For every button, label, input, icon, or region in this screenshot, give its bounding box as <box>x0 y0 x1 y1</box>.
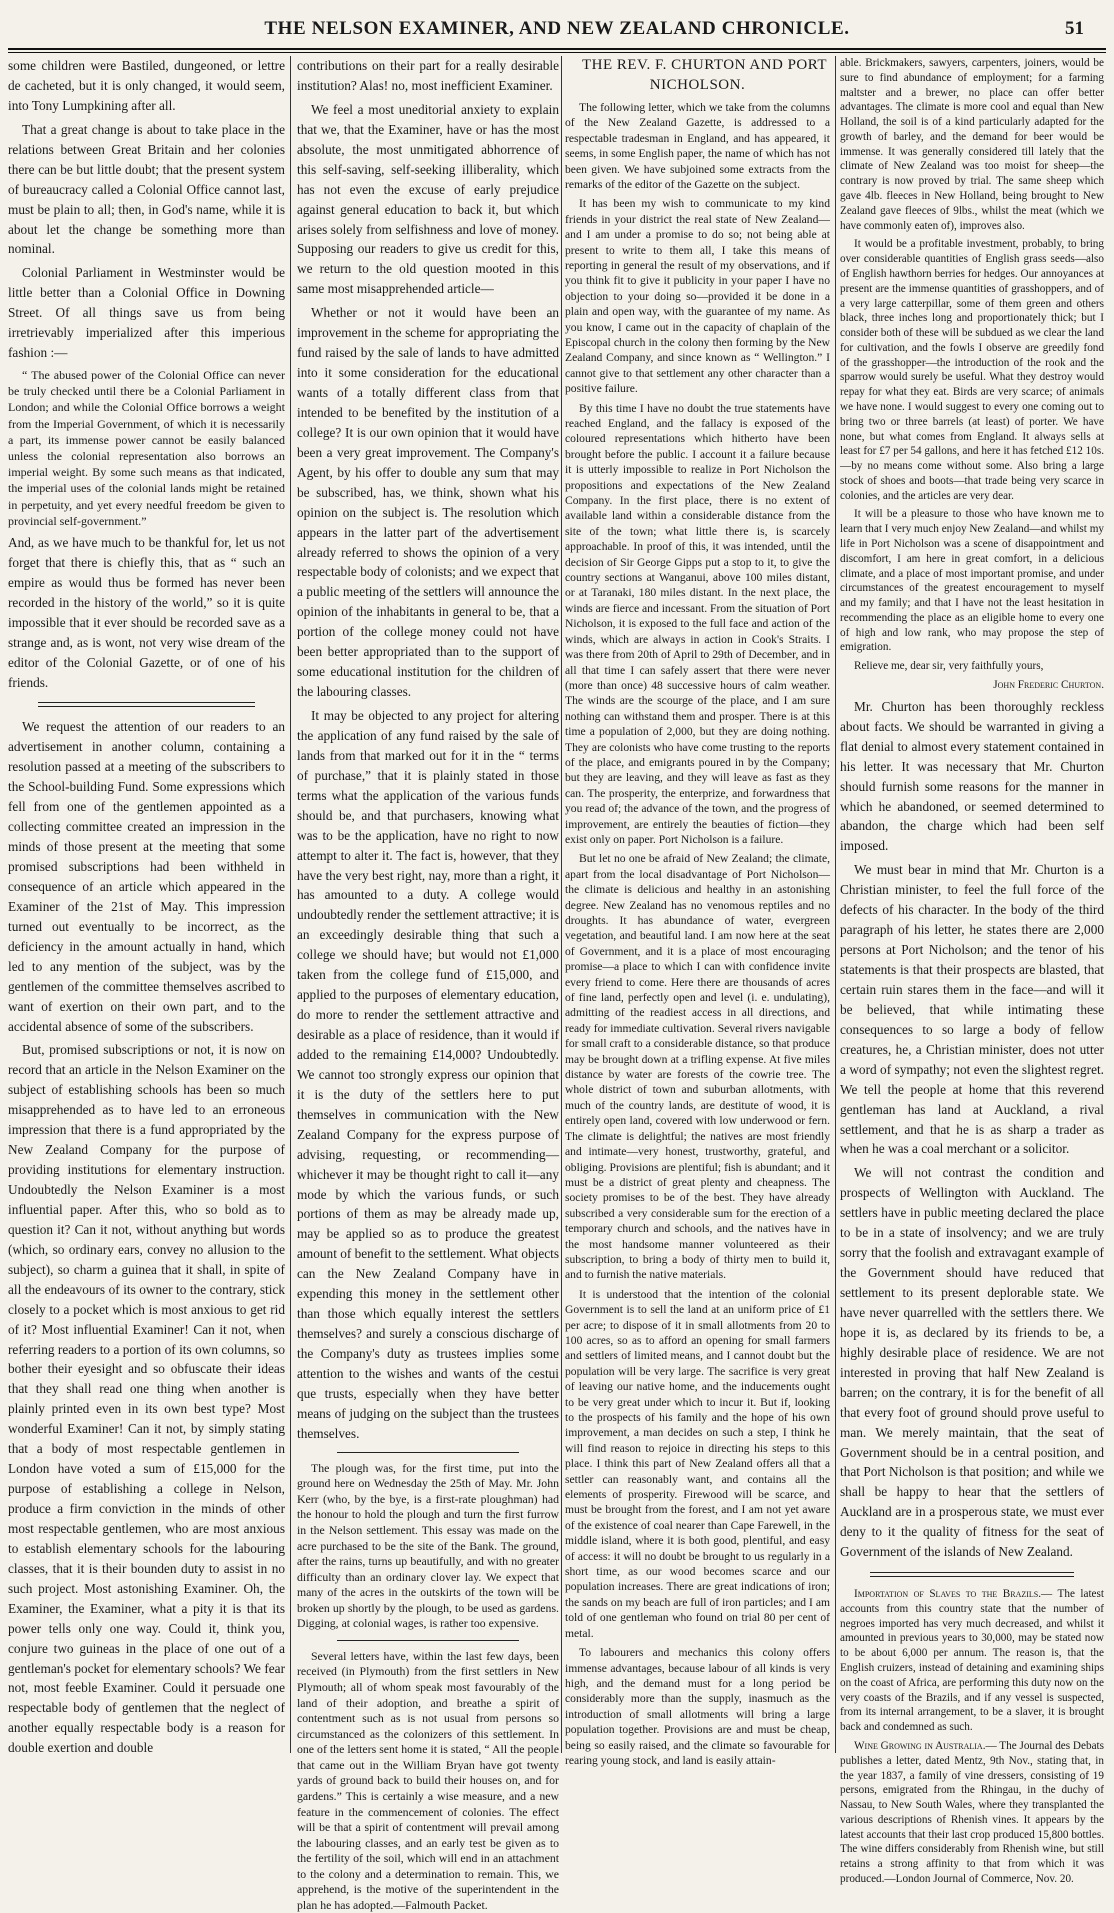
news-item-lead: Wine Growing in Australia.— <box>854 1739 997 1752</box>
paragraph: Whether or not it would have been an improvement in the scheme for appropriating the fund raised by the sale of lands to have admitted into it some consideration for the educational wants of a totally different class from that intended to be benefited by the institution of a college? It is our own opinion that it would have been a very great improvement. The Company's Agent, by his offer to double any sum that may be subscribed, has, we think, shown what his opinion on the subject is. The resolution which appears in the latter part of the advertisement already referred to shows the opinion of a very respectable body of colonists; and we expect that a public meeting of the settlers will announce the opinion of the inhabitants in general to be, that a portion of the college money could not have been better appropriated than to the support of some educational institution for the children of the labouring classes. <box>297 305 559 700</box>
paragraph: But let no one be afraid of New Zealand; the climate, apart from the local disadvantage of Port Nicholson—the climate is delicious and healthy in an astonishing degree. New Zealand has no venomous reptiles and no droughts. It has abundance of water, evergreen vegetation, and beautiful land. I am now here at the seat of Government, and it is a place of most encouraging promise—a place to which I can with confidence invite every friend to come. Here there are thousands of acres of fine land, perfectly open and level (i. e. undulating), admitting of the readiest access in all directions, and ready for immediate cultivation. Several rivers navigable for small craft to a considerable distance, so that produce may be brought down at a trifling expense. At five miles distance by water are forests of the cowrie tree. The whole district of town and suburban allotments, with much of the country lands, are destitute of wood, it is entirely open land, covered with low underwood or fern. The climate is delightful; the natives are most friendly and intimate—very honest, trustworthy, grateful, and obliging. Provisions are plentiful; fish is abundant; and it must be a district of great plenty and cheapness. The society promises to be of the best. They have already subscribed a very considerable sum for the erection of a temporary church and schools, and the natives have in the most handsome manner volunteered as their subscription, to bring a body of thirty men to build it, and to furnish the native materials. <box>565 852 830 1282</box>
paragraph: contributions on their part for a really desirable institution? Alas! no, most inefficient Examiner. <box>297 58 559 93</box>
news-item-lead: Importation of Slaves to the Brazils.— <box>854 1588 1053 1601</box>
newspaper-title: THE NELSON EXAMINER, AND NEW ZEALAND CHRONICLE. <box>264 18 850 39</box>
paragraph: It may be objected to any project for altering the application of any fund raised by the sale of lands from that marked out for it in the “ terms of purchase,” that it is plainly stated in those terms what the application of the various funds should be, and that purchasers, knowing what was to be the application, have no right to now attempt to alter it. The fact is, however, that they have the very best right, nay, more than a right, it has amounted to a duty. A college would undoubtedly render the settlement attractive; it is an exceedingly desirable thing that such a college we should have; but would not £1,000 taken from the college fund of £15,000, and applied to the purposes of elementary education, do more to render the settlement attractive and desirable as a place of residence, than it would if added to the remaining £14,000? Undoubtedly. We cannot too strongly express our opinion that it is the duty of the settlers here to put themselves in communication with the New Zealand Company for the express purpose of advising, requesting, or recommending—whichever it may be thought right to call it—any mode by which the various funds, or such portions of them as may be already made up, may be applied so as to produce the greatest amount of benefit to the settlement. What objects can the New Zealand Company have in expending this money in the settlement other than those which equally interest the settlers themselves? and surely a conscious discharge of the Company's duty as trustees implies some attention to the wishes and wants of the cestui que trusts, especially when they have better means of judging on the subject than the trustees themselves. <box>297 708 559 1441</box>
column-1 <box>8 56 285 1756</box>
paragraph: Colonial Parliament in Westminster would be little better than a Colonial Office in Downing Street. Of all things save us from being irretrievably imperialized after this imperious fashion :— <box>8 265 285 361</box>
paragraph: It will be a pleasure to those who have known me to learn that I very much enjoy New Zealand—and whilst my life in Port Nicholson was a scene of disappointment and discomfort, I am here in great comfort, in a delicious climate, and a place of most important promise, and under circumstances of the greatest encouragement to myself and my family; and that I have not the least hesitation in recommending the place as an eligible home to every one of high and low rank, who may propose the step of emigration. <box>840 508 1104 654</box>
paragraph: able. Brickmakers, sawyers, carpenters, joiners, would be sure to find abundance of employment; for a farming maltster and a brewer, no place can offer better advantages. The climate is more cool and equal than New Holland, the soil is of a kind particularly adapted for the growth of barley, and the demand for beer would be immense. It was generally considered till lately that the climate of New Zealand was too moist for sheep—the contrary is now proved by trial. The same sheep which gave 4lb. fleeces in New Holland, being brought to New Zealand gave fleeces of 9lbs., whilst the meat (which we have commonly eaten of), improves also. <box>840 57 1104 232</box>
paragraph: The following letter, which we take from the columns of the New Zealand Gazette, is addressed to a respectable tradesman in England, and has appeared, it seems, in some English paper, the name of which has not been given. We have subjoined some extracts from the remarks of the editor of the Gazette on the subject. <box>565 100 830 191</box>
paragraph: It would be a profitable investment, probably, to bring over considerable quantities of English grass seeds—also of English hawthorn berries for hedges. Our annoyances at present are the immense quantities of grasshoppers, and of a very large catterpillar, some of them green and others black, three inches long and proportionately thick; but I consider both of these will be subdued as we clear the land for cultivation, and the fowls I observe are greedily fond of the grasshopper—the introduction of the rook and the sparrow would surely be useful. What they destroy would repay for what they eat. Birds are very scarce; of animals we have none. I would suggest to every one coming out to bring two or three barrels (at least) of porter. We have none, but what comes from England. It always sells at least for £7 per 54 gallons, and here it has fetched £12 10s.—by no means come without some. Also bring a large stock of shoes and boots—that trade being very scarce in colonies, and the articles are very dear. <box>840 238 1104 502</box>
masthead-rule-thin <box>8 52 1106 53</box>
paragraph: Relieve me, dear sir, very faithfully yours, <box>854 660 1044 673</box>
paragraph: We request the attention of our readers to an advertisement in another column, containing a resolution passed at a meeting of the subscribers to the School-building Fund. Some expressions which fell from one of the gentlemen appointed as a collecting committee created an impression in the minds of those present at the meeting that some promised subscriptions had been withheld in consequence of an article which appeared in the Examiner of the 21st of May. This impression turned out eventually to be incorrect, as the deficiency in the amount actually in hand, which led to any mention of the subject, was by the gentlemen of the committee themselves ascribed to want of exertion on their own part, and to the accidental absence of some of the subscribers. <box>8 719 285 1034</box>
column-divider <box>835 56 836 1753</box>
news-item-body: The latest accounts from this country state that the number of negroes imported has very much decreased, and whilst it amounted in previous years to 30,000, may be stated now to be about 6,000 per annum. The reason is, that the English cruizers, instead of detaining and examining ships on the coast of Africa, are performing this duty now on the very coasts of the Brazils, and if any vessel is suspected, from its internal arrangement, to be a slaver, it is brought back and condemned as such. <box>840 1588 1104 1734</box>
paragraph: And, as we have much to be thankful for, let us not forget that there is chiefly this, that as “ such an empire as would thus be formed has never been recorded in the history of the world,” so it is quite impossible that it ever should be recorded save as a strange and, as is wont, not very wise dream of the editor of the Colonial Gazette, or of one of his friends. <box>8 534 285 690</box>
news-item-body: The Journal des Debats publishes a letter, dated Mentz, 9th Nov., stating that, in the year 1837, a family of vine dressers, consisting of 19 persons, emigrated from the Rhingau, in the duchy of Nassau, to New South Wales, where they transplanted the various descriptions of Rhenish vines. It appears by the latest accounts that their last crop produced 15,800 bottles. The wine differs considerably from Rhenish wine, but still retains a strong affinity to that from which it was produced.—London Journal of Commerce, Nov. 20. <box>840 1739 1104 1885</box>
news-item <box>840 1587 1104 1735</box>
block-quote: “ The abused power of the Colonial Office can never be truly checked until there be a Colonial Parliament in London; and while the Colonial Office borrows a weight from the Imperial Government, of which it is necessarily a part, its immense power cannot be easily balanced unless the colonial representation also borrows an imperial weight. By some such means as that indicated, the imperial uses of the colonial lands might be retained in perpetuity, and yet every needful freedom be given to provincial self-government.” <box>8 368 285 528</box>
column-3 <box>565 56 830 1767</box>
paragraph: Mr. Churton has been thoroughly reckless about facts. We should be warranted in giving a flat denial to almost every statement contained in his letter. It was necessary that Mr. Churton should furnish some reasons for the manner in which he abandoned, or seemed determined to abandon, the charge which had been self imposed. <box>840 698 1104 854</box>
letter-signature: John Frederic Churton. <box>993 679 1104 692</box>
article-separator <box>870 1572 1074 1577</box>
page-number: 51 <box>1065 18 1084 39</box>
paragraph: To labourers and mechanics this colony offers immense advantages, because labour of all kinds is very high, and the demand must for a long period be considerably more than the supply, inasmuch as the introduction of small allotments will bring a large population together. Provisions are and must be cheap, being so easily raised, and the climate so favourable for rearing young stock, and land is easily attain- <box>565 1646 830 1767</box>
column-2 <box>297 56 559 1912</box>
article-separator <box>337 1640 519 1641</box>
paragraph: some children were Bastiled, dungeoned, or lettre de cacheted, but it is only changed, it would seem, into Tony Lumpkining after all. <box>8 58 285 113</box>
column-divider <box>290 56 291 1753</box>
masthead-rule <box>8 48 1106 50</box>
masthead <box>0 18 1114 50</box>
article-separator <box>38 702 255 707</box>
paragraph: But, promised subscriptions or not, it is now on record that an article in the Nelson Examiner on the subject of establishing schools has been so much misapprehended as to have led to an erroneous impression that there is a fund appropriated by the New Zealand Company for the purpose of providing institutions for elementary instruction. Undoubtedly the Nelson Examiner is a most influential paper. After this, who so bold as to question it? Can it not, without anything but words (which, so ordinary ears, convey no allusion to the subject), so charm a guinea that it shall, in spite of all the endeavours of its owner to the contrary, stick closely to a pocket which is most anxious to get rid of it? Most influential Examiner! Can it not, when referring readers to a portion of its own columns, so bother their eyesight and so obfuscate their ideas that they shall read one thing when another is plainly printed even in its own best type? Most wonderful Examiner! Can it not, by simply stating that a body of most respectable gentlemen in London have voted a sum of £15,000 for the purpose of establishing a college in Nelson, produce a firm conviction in the minds of other most respectable gentlemen, who are most anxious to establish elementary schools for the labouring classes, that it is their bounden duty to assist in no such project. Most astonishing Examiner. Oh, the Examiner, the Examiner, what a pity it is that its power tells only one way. Could it, think you, conjure two guineas in the place of one out of a gentleman's pocket for elementary schools? We fear not, most feeble Examiner. Could it persuade one respectable body of gentlemen that the neglect of another equally respectable body is a reason for double exertion and double <box>8 1042 285 1756</box>
paragraph: Several letters have, within the last few days, been received (in Plymouth) from the first settlers in New Plymouth; all of whom speak most favourably of the land of their adoption, and breathe a spirit of contentment such as is not usual from persons so circumstanced as the colonizers of this settlement. In one of the letters sent home it is stated, “ All the people that came out in the William Bryan have got twenty yards of ground back to build their houses on, and for gardens.” This is certainly a wise measure, and a new feature in the commencement of colonies. The effect will be that a spirit of contentment will prevail among the labouring classes, and an early test be given as to the fertility of the soil, which will end in an attachment to the colony and a determination to remain. This, we apprehend, is the motive of the superintendent in the plan he has adopted.—Falmouth Packet. <box>297 1648 559 1912</box>
column-4 <box>840 56 1104 1885</box>
paragraph: It has been my wish to communicate to my kind friends in your district the real state of New Zealand—and I am under a promise to do so; not being able at present to write to them all, I take this means of reporting in general the result of my observations, and if you think fit to give it publicity in your paper I have no objection to your doing so—provided it be done in a plain and open way, with the guarantee of my name. As you know, I came out in the capacity of chaplain of the Episcopal church in the colony then forming by the New Zealand Company, and since known as “ Wellington.” I cannot give to that settlement any other character than a positive failure. <box>565 197 830 396</box>
paragraph: That a great change is about to take place in the relations between Great Britain and her colonies there can be but little doubt; that the present system of bureaucracy called a Colonial Office cannot last, must be plain to all; then, in God's name, while it is about let the change be something more than nominal. <box>8 121 285 257</box>
column-divider <box>561 56 562 1753</box>
paragraph: We feel a most uneditorial anxiety to explain that we, that the Examiner, have or has the most absolute, the most unmitigated abhorrence of this self-saving, self-seeking illiberality, which has not even the excuse of early prejudice against general education to back it, but which arises solely from selfishness and love of money. Supposing our readers to give us credit for this, we return to the old question mooted in this same most misapprehended article— <box>297 101 559 297</box>
paragraph: The plough was, for the first time, put into the ground here on Wednesday the 25th of May. Mr. John Kerr (who, by the bye, is a first-rate ploughman) had the honour to hold the plough and turn the first furrow in the Nelson settlement. This essay was made on the acre purchased to be the site of the Bank. The ground, after the rains, turns up beautifully, and with no greater difficulty than an ordinary clover lay. We expect that many of the acres in the outskirts of the town will be broken up shortly by the plough, to be used as gardens. Digging, at colonial wages, is rather too expensive. <box>297 1460 559 1631</box>
paragraph: We must bear in mind that Mr. Churton is a Christian minister, to feel the full force of the defects of his character. In the body of the third paragraph of his letter, he states there are 2,000 persons at Port Nicholson; and the tenor of his statements is that their prospects are blasted, that certain ruin stares them in the face—and will it be believed, that while intimating these consequences to so large a body of fellow creatures, he, a Christian minister, does not utter a word of sympathy; not even the slightest regret. We tell the people at home that this reverend gentleman has land at Auckland, a rival settlement, and that he is as sharp a trader as when he was a coal merchant or a solicitor. <box>840 862 1104 1157</box>
paragraph: It is understood that the intention of the colonial Government is to sell the land at an uniform price of £1 per acre; to dispose of it in small allotments from 20 to 100 acres, so as to afford an opening for small farmers and settlers of limited means, and I cannot doubt but the population will be very large. The sacrifice is very great of leaving our native home, and the inducements ought to be very great under which to incur it. But if, looking to the prospects of his family and the hope of his own improvement, a man decides on such a step, I think he will find reason to rejoice in directing his steps to this place. I think this part of New Zealand offers all that a settler can reasonably want, and contains all the elements of prosperity. Firewood will be scarce, and must be brought from the forest, and I am not yet aware of the existence of coal nearer than Cape Farewell, in the middle island, where it is both good, plentiful, and easy of access: it will no doubt be brought to us regularly in a short time, as our wood becomes scarce and our population increases. There are great indications of iron; the sands on my beach are full of iron particles; and I am told of one gentleman who found on trial 80 per cent of metal. <box>565 1287 830 1640</box>
paragraph: By this time I have no doubt the true statements have reached England, and the fallacy is exposed of the coloured representations which hitherto have been brought before the public. I account it a failure because it is utterly impossible to realize in Port Nicholson the propositions and expectations of the New Zealand Company. In the first place, there is no extent of available land within a considerable distance from the site of the town; what little there is, is scarcely approachable. In proof of this, it was intended, until the decision of Sir George Gipps put a stop to it, to give the country sections at Wanganui, above 100 miles distant, or at Taranaki, 180 miles distant. In the next place, the winds are fierce and incessant. From the situation of Port Nicholson, it is exposed to the full face and action of the winds, which are always in action in Cook's Straits. I was there from 20th of April to 29th of December, and in all that time I can safely assert that there were never (more than once) 48 successive hours of calm weather. The winds are the scourge of the place, and I am sure nothing can withstand them and prosper. There is at this time a population of 2,000, but they are doing nothing. They are colonists who have come trusting to the reports of the place, and emigrants poured in by the Company; but they are leaving, and they will leave as fast as they can. The prosperity, the enterprize, and forwardness that you read of; the advance of the town, and the progress of improvement, are entirely the beauties of fiction—they exist only on paper. Port Nicholson is a failure. <box>565 401 830 846</box>
news-item <box>840 1739 1104 1887</box>
paragraph: We will not contrast the condition and prospects of Wellington with Auckland. The settlers have in public meeting declared the place to be in a state of insolvency; and we are truly sorry that the foolish and extravagant example of the Government should have reduced that settlement to its present deplorable state. We have never quarrelled with the settlers there. We hope it is, as declared by its friends to be, a highly desirable place of residence. We are not interested in proving that half New Zealand is barren; on the contrary, it is for the benefit of all that every foot of ground should prove useful to man. We merely maintain, that the seat of Government should be in a central position, and that Port Nicholson is that position; and while we shall be happy to hear that the settlers of Auckland are in a prosperous state, we must ever deny to it the quality of fitness for the seat of Government of the islands of New Zealand. <box>840 1165 1104 1560</box>
article-separator <box>337 1452 519 1453</box>
article-headline: THE REV. F. CHURTON AND PORT NICHOLSON. <box>581 57 828 93</box>
